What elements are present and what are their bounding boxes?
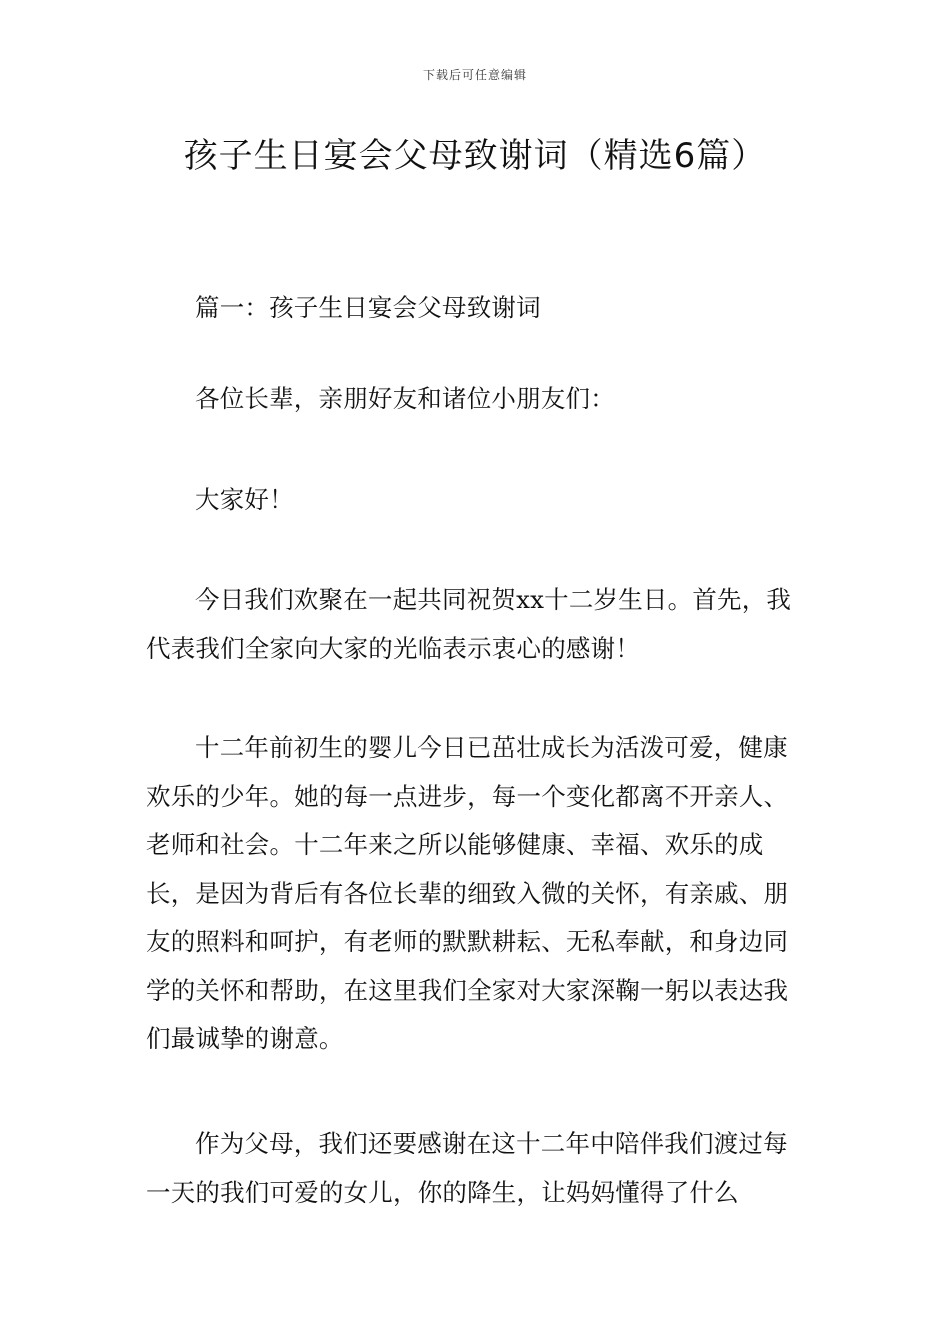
paragraph: 各位长辈，亲朋好友和诸位小朋友们： [195,384,615,413]
paragraph: 今日我们欢聚在一起共同祝贺xx十二岁生日。首先，我代表我们全家向大家的光临表示衷心的感谢！ [146,585,792,663]
paragraph-block [146,1120,806,1217]
paragraph-block [146,724,806,1064]
header-note: 下载后可任意编辑 [422,68,527,82]
paragraph: 作为父母，我们还要感谢在这十二年中陪伴我们渡过每一天的我们可爱的女儿，你的降生，让妈妈懂得了什么 [146,1129,788,1207]
paragraph-block [146,576,806,673]
greeting-block [146,476,806,525]
paragraph: 篇一：孩子生日宴会父母致谢词 [195,293,541,322]
paragraph: 十二年前初生的婴儿今日已茁壮成长为活泼可爱，健康欢乐的少年。她的每一点进步，每一个变化都离不开亲人、老师和社会。十二年来之所以能够健康、幸福、欢乐的成长，是因为背后有各位长辈的细致入微的关怀，有亲戚、朋友的照料和呵护，有老师的默默耕耘、无私奉献，和身边同学的关怀和帮助，在这里我们全家对大家深鞠一躬以表达我们最诚挚的谢意。 [146,733,789,1053]
section-heading [146,284,806,333]
paragraph: 大家好！ [195,485,294,514]
document-title: 孩子生日宴会父母致谢词（精选6篇） [183,136,767,176]
salutation-block [146,375,806,424]
